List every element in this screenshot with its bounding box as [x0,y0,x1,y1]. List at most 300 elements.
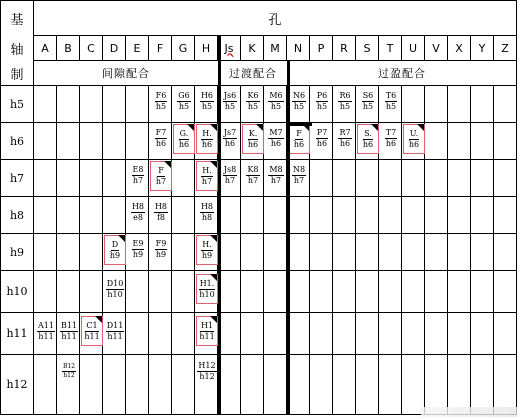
column-header-g [172,36,195,61]
grid-cell [241,234,264,271]
fit-numerator: M6 [269,91,283,100]
fit-numerator: B12 [62,362,76,370]
grid-cell [241,355,264,415]
grid-cell [494,160,517,197]
fit-denominator: h5 [247,102,259,111]
grid-cell [494,313,517,355]
grid-cell [494,271,517,313]
grid-cell [172,271,195,313]
grid-cell [425,313,448,355]
grid-cell [57,197,80,234]
grid-cell [425,271,448,313]
row-label-h10: h10 [0,271,34,313]
column-letter: R [340,41,348,55]
column-header-c [80,36,103,61]
grid-cell [80,234,103,271]
fit-numerator: B11 [60,320,78,330]
fit-numerator: D [111,239,119,249]
column-letter: K [248,41,256,55]
grid-cell [241,197,264,234]
fit-f6-h5 [150,90,172,114]
fit-denominator: h12 [199,371,215,381]
fit-js6-h5 [219,90,241,114]
fit-numerator: S. [364,128,372,138]
preferred-fit-flag-icon [371,124,378,131]
fit-r7-h6 [334,127,356,151]
column-letter: H [201,41,211,55]
fit-js8-h7 [219,164,241,188]
fit-denominator: h6 [408,139,420,149]
fit-numerator: Js6 [223,91,237,100]
column-letter: N [293,41,303,55]
column-letter: S [363,41,371,55]
grid-cell [264,313,287,355]
column-header-d [103,36,126,61]
grid-cell [264,197,287,234]
preferred-fit-flag-icon [210,124,217,131]
watermark [421,407,517,417]
grid-cell [494,197,517,234]
fit-t6-h5 [380,90,402,114]
grid-cell [402,86,425,123]
column-header-h [195,36,218,61]
grid-cell [448,234,471,271]
fit-numerator: M8 [269,165,283,174]
grid-cell [126,123,149,160]
grid-cell [57,123,80,160]
fit-numerator: C1 [86,320,98,330]
fit-d10-h10 [104,277,126,301]
grid-cell [494,86,517,123]
fit-d11-h11 [104,319,126,343]
grid-cell [379,355,402,415]
grid-cell [356,197,379,234]
fit-denominator: h5 [316,102,328,111]
grid-cell [356,355,379,415]
fit-denominator: h5 [178,102,190,111]
column-letter: X [455,41,463,55]
row-label-h5: h5 [0,86,34,123]
clearance-group-header: 间隙配合 [34,61,219,86]
grid-cell [333,197,356,234]
fit-denominator: h5 [201,102,213,111]
fit-e9-h9 [127,238,149,262]
column-header-r [333,36,356,61]
fit-numerator: H1 [200,320,214,330]
row-label-h11: h11 [0,313,34,355]
grid-cell [310,271,333,313]
divider-transition-interference [287,61,290,415]
fit-a11-h11 [35,319,57,343]
fit-denominator: h11 [199,331,215,341]
fit-denominator: h10 [107,289,123,299]
grid-cell [218,271,241,313]
fit-numerator: K. [248,128,258,138]
fit-numerator: H8 [131,202,145,211]
column-header-m [264,36,287,61]
fit-h8-e8 [127,201,149,225]
grid-cell [149,271,172,313]
fit-numerator: H8 [154,202,168,211]
grid-cell [333,271,356,313]
fit-e8-h7 [127,164,149,188]
grid-cell [356,160,379,197]
column-letter: U [408,41,418,55]
fit-b12-h12 [58,359,80,383]
column-letter: E [133,41,141,55]
grid-cell [402,197,425,234]
grid-cell [103,86,126,123]
grid-cell [379,197,402,234]
grid-cell [356,313,379,355]
fit-denominator: h6 [339,139,351,148]
fit-numerator: D10 [106,278,124,288]
grid-cell [218,355,241,415]
grid-cell [34,271,57,313]
grid-cell [494,123,517,160]
divider-row-h6-step [287,123,312,126]
grid-cell [126,313,149,355]
grid-cell [448,86,471,123]
grid-cell [241,271,264,313]
fit-t7-h6 [380,127,402,151]
fit-b11-h11 [58,319,80,343]
fit-numerator: P7 [316,128,328,137]
fit-m6-h5 [265,90,287,114]
grid-cell [471,197,494,234]
column-header-s [356,36,379,61]
grid-cell [172,355,195,415]
grid-cell [379,160,402,197]
column-header-a [34,36,57,61]
grid-cell [172,197,195,234]
grid-cell [80,86,103,123]
grid-cell [471,355,494,415]
fit-numerator: N8 [292,165,306,174]
fit-denominator: h11 [107,331,123,341]
fit-numerator: H6 [200,91,214,100]
column-header-js [218,36,241,61]
grid-cell [264,234,287,271]
grid-cell [34,197,57,234]
column-header-y [471,36,494,61]
fit-denominator: f8 [156,213,166,222]
fit-numerator: E9 [132,239,144,248]
grid-cell [471,313,494,355]
fit-denominator: h5 [362,102,374,111]
grid-cell [425,234,448,271]
fit-numerator: R7 [339,128,351,137]
fit-numerator: Js8 [223,165,237,174]
column-header-p [310,36,333,61]
grid-cell [471,271,494,313]
grid-cell [126,355,149,415]
grid-cell [310,197,333,234]
divider-clearance-transition [218,36,221,415]
preferred-fit-flag-icon [210,316,217,323]
fit-denominator: h6 [270,139,282,148]
grid-cell [494,234,517,271]
column-letter: Js [224,41,234,55]
grid-cell [103,123,126,160]
grid-cell [310,160,333,197]
grid-cell [57,86,80,123]
grid-cell [80,271,103,313]
fit-denominator: h12 [63,371,75,379]
fit-denominator: h9 [109,250,121,260]
column-letter: A [41,41,49,55]
grid-cell [80,355,103,415]
fit-numerator: S6 [362,91,374,100]
fit-denominator: h6 [316,139,328,148]
hole-header: 孔 [34,0,517,36]
grid-cell [80,160,103,197]
grid-cell [448,197,471,234]
grid-cell [448,160,471,197]
fit-n8-h7 [288,164,310,188]
grid-cell [402,160,425,197]
grid-cell [172,160,195,197]
grid-cell [379,234,402,271]
fit-m7-h6 [265,127,287,151]
fit-p7-h6 [311,127,333,151]
fit-p6-h5 [311,90,333,114]
fit-denominator: h7 [155,176,167,186]
grid-cell [126,271,149,313]
grid-cell [310,234,333,271]
row-label-h9: h9 [0,234,34,271]
grid-cell [471,234,494,271]
fit-denominator: h9 [132,250,144,259]
grid-cell [287,197,310,234]
fit-numerator: G6 [178,91,190,100]
column-letter: T [386,41,394,55]
grid-cell [34,123,57,160]
row-label-h8: h8 [0,197,34,234]
grid-cell [34,234,57,271]
grid-cell [57,234,80,271]
column-letter: D [109,41,119,55]
column-header-u [402,36,425,61]
grid-cell [425,160,448,197]
grid-cell [241,313,264,355]
grid-cell [287,355,310,415]
grid-cell [218,313,241,355]
grid-cell [356,234,379,271]
fit-k8-h7 [242,164,264,188]
fit-denominator: h5 [224,102,236,111]
column-header-v [425,36,448,61]
grid-cell [333,313,356,355]
transition-group-header: 过渡配合 [219,61,288,86]
fit-denominator: h7 [132,176,144,185]
grid-cell [34,86,57,123]
column-letter: Z [501,41,509,55]
fit-denominator: h6 [224,139,236,148]
fit-numerator: U. [409,128,419,138]
preferred-fit-flag-icon [210,274,217,281]
grid-cell [402,271,425,313]
grid-cell [103,355,126,415]
grid-cell [310,313,333,355]
column-letter: C [87,41,95,55]
grid-cell [471,160,494,197]
grid-cell [333,234,356,271]
fit-denominator: h7 [293,176,305,185]
grid-cell [402,313,425,355]
column-header-b [57,36,80,61]
fit-numerator: M7 [269,128,283,137]
fit-numerator: T7 [385,128,397,137]
grid-cell [149,355,172,415]
grid-cell [425,123,448,160]
fit-numerator: F9 [155,239,167,248]
fit-denominator: h9 [201,250,213,260]
column-letter: V [432,41,440,55]
fit-g6-h5 [173,90,195,114]
column-header-n [287,36,310,61]
grid-cell [287,234,310,271]
column-letter: F [156,41,164,55]
grid-cell [448,313,471,355]
fit-js7-h6 [219,127,241,151]
fit-numerator: H. [202,165,212,175]
preferred-fit-flag-icon [118,235,125,242]
fit-numerator: F7 [155,128,167,137]
column-letter: B [64,41,72,55]
fit-numerator: P6 [316,91,328,100]
preferred-fit-flag-icon [95,316,102,323]
grid-cell [402,355,425,415]
fit-numerator: H8 [200,202,214,211]
grid-cell [402,234,425,271]
fit-denominator: h11 [84,331,100,341]
fit-k6-h5 [242,90,264,114]
grid-cell [218,234,241,271]
grid-cell [425,355,448,415]
grid-cell [172,234,195,271]
corner-bottom: 制 [0,61,34,86]
fit-numerator: H. [202,128,212,138]
grid-cell [379,313,402,355]
grid-cell [379,271,402,313]
fit-numerator: K6 [247,91,259,100]
fit-denominator: h6 [201,139,213,149]
fit-denominator: h10 [199,289,215,299]
preferred-fit-flag-icon [164,161,171,168]
fit-denominator: h5 [293,102,305,111]
fit-f7-h6 [150,127,172,151]
fit-numerator: H12 [198,360,216,370]
fit-h6-h5 [196,90,218,114]
fit-denominator: h5 [385,102,397,111]
fit-numerator: F [158,165,164,175]
preferred-fit-flag-icon [417,124,424,131]
fit-denominator: h11 [61,331,77,341]
grid-cell [471,123,494,160]
grid-cell [333,160,356,197]
grid-cell [448,271,471,313]
grid-cell [425,86,448,123]
fit-h12-h12 [196,359,218,383]
grid-cell [57,160,80,197]
grid-cell [80,197,103,234]
column-header-x [448,36,471,61]
grid-cell [471,86,494,123]
grid-cell [34,160,57,197]
row-label-h6: h6 [0,123,34,160]
row-label-h12: h12 [0,355,34,415]
row-label-h7: h7 [0,160,34,197]
fit-denominator: h6 [178,139,190,149]
preferred-fit-flag-icon [210,161,217,168]
fit-denominator: h6 [247,139,259,149]
column-letter: M [270,41,280,55]
grid-cell [287,313,310,355]
column-header-k [241,36,264,61]
fit-m8-h7 [265,164,287,188]
preferred-fit-flag-icon [210,235,217,242]
fit-denominator: h5 [155,102,167,111]
divider-top-of-interference [287,86,290,89]
grid-cell [80,123,103,160]
fit-denominator: h5 [270,102,282,111]
grid-cell [103,160,126,197]
fit-denominator: h11 [38,331,54,341]
column-header-e [126,36,149,61]
column-letter: G [178,41,188,55]
fit-numerator: R6 [339,91,351,100]
fit-denominator: h7 [201,176,213,186]
corner-top: 基 [0,0,34,36]
fit-h8-h8 [196,201,218,225]
grid-cell [333,355,356,415]
column-header-t [379,36,402,61]
grid-cell [172,313,195,355]
fit-numerator: K8 [247,165,259,174]
corner-mid: 轴 [0,36,34,61]
grid-cell [448,355,471,415]
grid-cell [126,86,149,123]
grid-cell [264,271,287,313]
fit-denominator: h6 [362,139,374,149]
fit-denominator: h9 [155,250,167,259]
fit-numerator: F6 [155,91,167,100]
column-header-z [494,36,517,61]
fit-denominator: h8 [201,213,213,222]
fit-h8-f8 [150,201,172,225]
grid-cell [103,197,126,234]
fit-numerator: G. [179,128,189,138]
fit-r6-h5 [334,90,356,114]
fit-denominator: h5 [339,102,351,111]
fit-numerator: H. [202,239,212,249]
fit-numerator: N6 [292,91,306,100]
grid-cell [57,271,80,313]
grid-cell [310,355,333,415]
fit-numerator: F [296,128,302,138]
grid-cell [425,197,448,234]
fit-numerator: T6 [385,91,397,100]
fit-denominator: h6 [293,139,305,149]
fit-numerator: Js7 [223,128,237,137]
fit-numerator: D11 [106,320,124,330]
fit-denominator: h6 [155,139,167,148]
column-header-f [149,36,172,61]
column-letter: P [317,41,325,55]
fit-numerator: H1. [199,278,215,288]
grid-cell [448,123,471,160]
